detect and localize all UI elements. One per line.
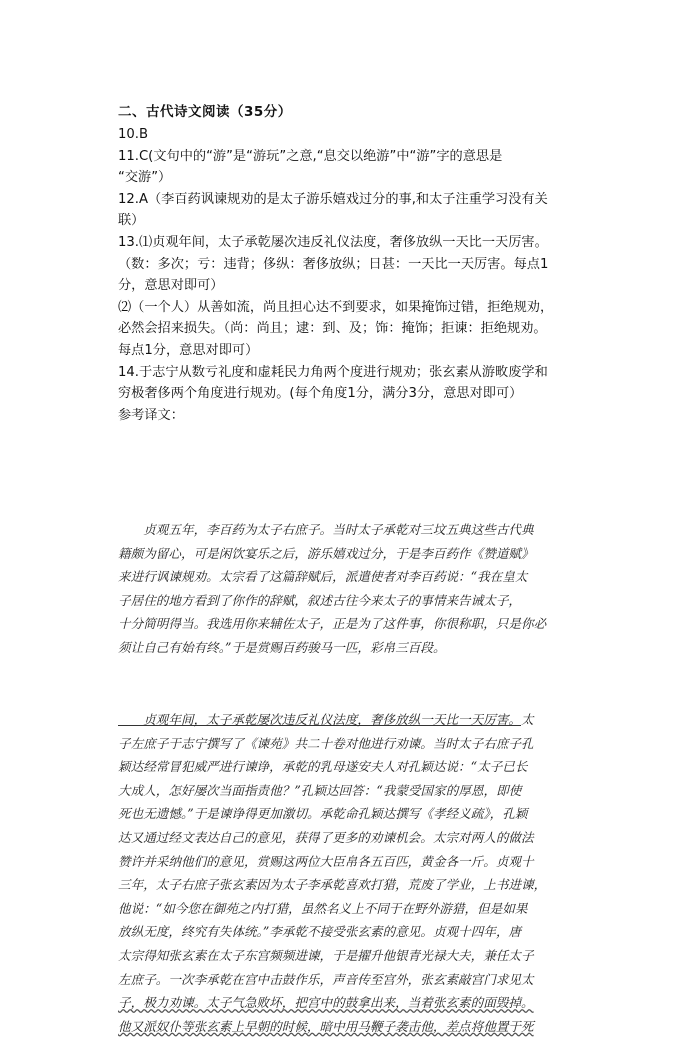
answer-line: 穷极奢侈两个角度进行规劝。(每个角度1分，满分3分，意思对即可） [118,386,523,402]
translation-line: 贞观五年，李百药为太子右庶子。当时太子承乾对三坟五典这些古代典 [118,522,534,537]
translation-line: 大成人，怎好屡次当面指责他？”孔颖达回答：“我蒙受国家的厚恩，即使 [118,782,522,798]
translation-line: 左庶子。一次李承乾在宫中击鼓作乐，声音传至宫外，张玄素敲宫门求见太 [118,971,534,987]
translation-line: 赞许并采纳他们的意见，赏赐这两位大臣帛各五百匹，黄金各一斤。贞观十 [118,853,534,869]
section-heading: 二、古代诗文阅读（35分） [118,104,292,120]
translation-paragraph-1 [118,518,588,660]
answer-line: 14.于志宁从数亏礼度和虚耗民力角两个度进行规劝；张玄素从游畋废学和 [118,364,548,380]
answer-line: 每点1分，意思对即可） [118,342,259,358]
translation-line: 颖达经常冒犯威严进行谏诤，承乾的乳母遂安夫人对孔颖达说：“太子已长 [118,759,528,775]
answer-line: 11.C(文句中的“游”是“游玩”之意,“息交以绝游”中“游”字的意思是 [118,148,503,164]
translation-line: 达又通过经文表达自己的意见，获得了更多的劝谏机会。太宗对两人的做法 [118,829,534,845]
answer-line: 分，意思对即可） [118,278,224,294]
translation-line: 三年，太子右庶子张玄素因为太子李承乾喜欢打猎，荒废了学业，上书进谏， [118,877,547,893]
answer-line: 参考译文： [118,407,184,423]
translation-line: 籍颇为留心，可是闲饮宴乐之后，游乐嬉戏过分，于是李百药作《赞道赋》 [118,545,534,561]
answer-line: 12.A（李百药讽谏规劝的是太子游乐嬉戏过分的事,和太子注重学习没有关 [118,191,548,207]
translation-line: 死也无遗憾。”于是谏诤得更加激切。承乾命孔颖达撰写《孝经义疏》，孔颖 [118,806,528,822]
translation-line: 放纵无度，终究有失体统。”李承乾不接受张玄素的意见。贞观十四年，唐 [118,924,522,940]
translation-line: 他说：“如今您在御苑之内打猎，虽然名义上不同于在野外游猎，但是如果 [118,900,528,916]
underlined-sentence: 贞观年间，太子承乾屡次违反礼仪法度，奢侈放纵一天比一天厉害。 [118,712,521,727]
translation-paragraph-2 [118,708,588,1038]
answer-block [118,124,588,426]
wavy-underlined-line: 他又派奴仆等张玄素上早朝的时候，暗中用马鞭子袭击他，差点将他置于死 [118,1018,534,1034]
translation-line: 子左庶子于志宁撰写了《谏苑》共二十卷对他进行劝谏。当时太子右庶子孔 [118,735,534,751]
translation-line [118,708,588,732]
answer-line: 联） [118,213,145,229]
translation-line: 子居住的地方看到了你作的辞赋，叙述古往今来太子的事情来告诫太子， [118,592,521,608]
answer-line: “交游”） [118,170,172,186]
answer-line: （数：多次；亏：违背；侈纵：奢侈放纵；日甚：一天比一天厉害。每点1 [118,256,549,272]
answer-line: 必然会招来损失。（尚：尚且；逮：到、及；饰：掩饰；拒谏：拒绝规劝。 [118,321,547,337]
translation-line: 十分简明得当。我选用你来辅佐太子，正是为了这件事，你很称职，只是你必 [118,616,547,632]
translation-line: 来进行讽谏规劝。太宗看了这篇辞赋后，派遣使者对李百药说：“我在皇太 [118,569,528,585]
translation-line: 须让自己有始有终。”于是赏赐百药骏马一匹，彩帛三百段。 [118,639,446,655]
translation-line: 太宗得知张玄素在太子东宫频频进谏，于是擢升他银青光禄大夫，兼任太子 [118,947,534,963]
answer-line: ⑵（一个人）从善如流，尚且担心达不到要求，如果掩饰过错，拒绝规劝， [118,299,554,315]
translation-line-rest: 太 [521,712,534,727]
answer-line: 13.⑴贞观年间，太子承乾屡次违反礼仪法度，奢侈放纵一天比一天厉害。 [118,234,548,250]
answer-line: 10.B [118,127,149,142]
wavy-underlined-line: 子，极力劝谏。太子气急败坏，把宫中的鼓拿出来，当着张玄素的面毁掉。 [118,995,534,1011]
